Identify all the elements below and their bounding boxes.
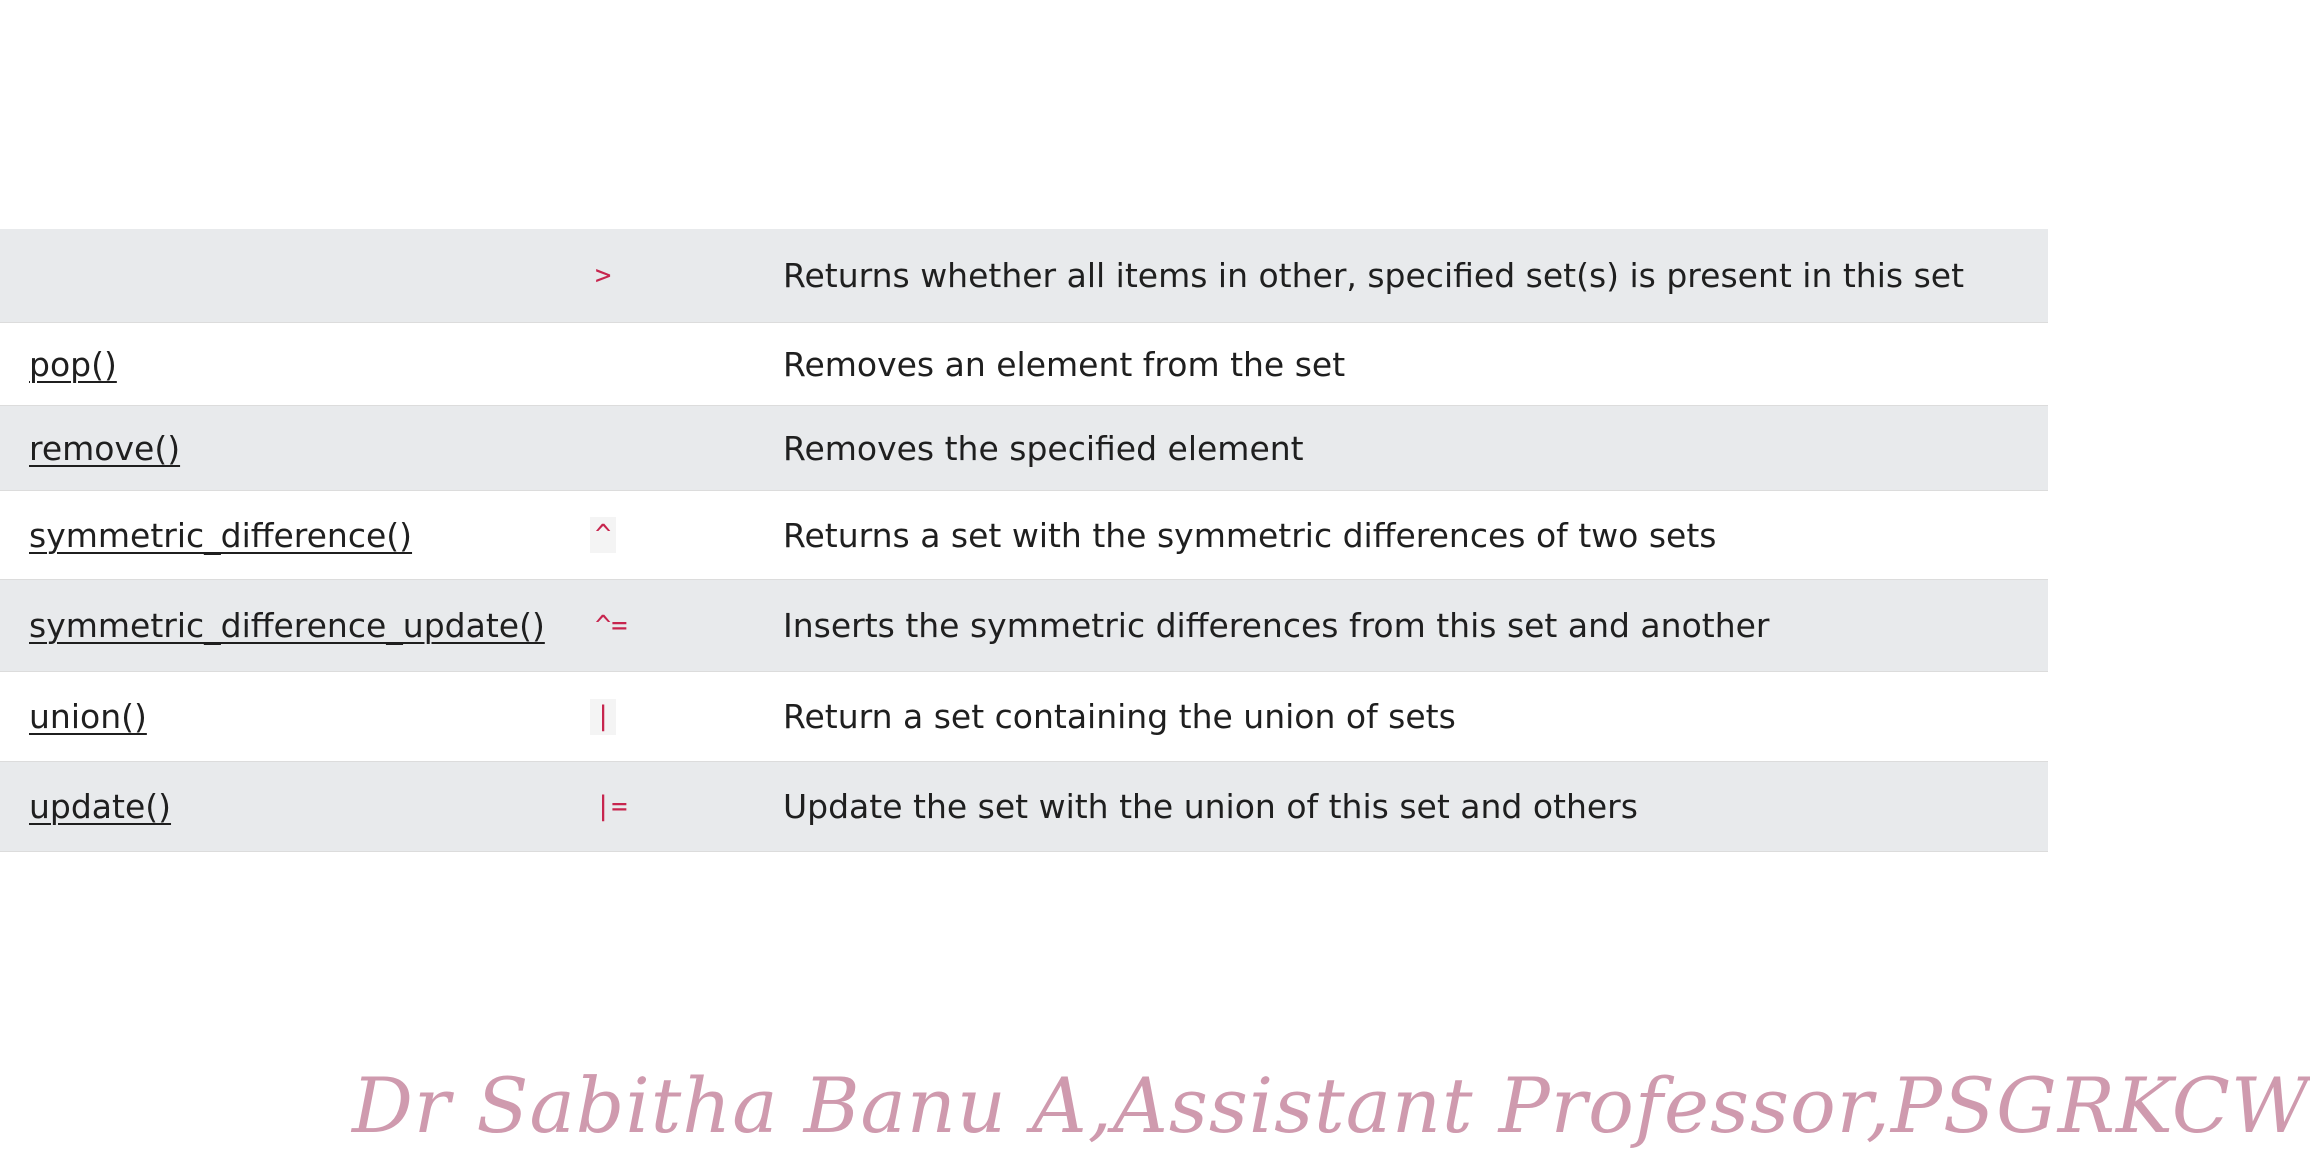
table-row-union (0, 672, 2048, 762)
operator-cell (590, 762, 633, 851)
operator-cell (590, 672, 616, 761)
method-link-remove[interactable]: remove() (29, 428, 181, 468)
table-row-remove (0, 406, 2048, 491)
table-row-pop (0, 323, 2048, 406)
description-cell: Removes the specified element (783, 428, 1304, 468)
operator-code: ^ (590, 517, 616, 553)
operator-code: > (595, 259, 612, 291)
method-link-symmetric-difference-update[interactable]: symmetric_difference_update() (29, 606, 545, 645)
method-link-pop[interactable]: pop() (29, 344, 117, 384)
method-link-update[interactable]: update() (29, 787, 172, 826)
set-methods-table (0, 229, 2048, 852)
method-link-union[interactable]: union() (29, 697, 147, 736)
operator-code: | (590, 699, 616, 735)
operator-cell (590, 491, 616, 579)
method-link-symmetric-difference[interactable]: symmetric_difference() (29, 515, 413, 555)
operator-code: ^= (595, 609, 628, 641)
table-row-update (0, 762, 2048, 852)
table-row-symmetric-difference-update (0, 580, 2048, 672)
description-cell: Update the set with the union of this set and others (783, 787, 1638, 826)
description-cell: Returns whether all items in other, specified set(s) is present in this set (783, 256, 1965, 295)
description-cell: Return a set containing the union of sets (783, 697, 1456, 736)
operator-cell (590, 229, 616, 322)
description-cell: Inserts the symmetric differences from this set and another (783, 606, 1770, 645)
description-cell: Returns a set with the symmetric differences of two sets (783, 515, 1717, 555)
operator-code: |= (595, 790, 628, 822)
author-watermark: Dr Sabitha Banu A,Assistant Professor,PSGRKCW (352, 1061, 2310, 1150)
operator-cell (590, 580, 633, 671)
table-row-issuperset (0, 229, 2048, 323)
description-cell: Removes an element from the set (783, 344, 1346, 384)
table-row-symmetric-difference (0, 491, 2048, 580)
